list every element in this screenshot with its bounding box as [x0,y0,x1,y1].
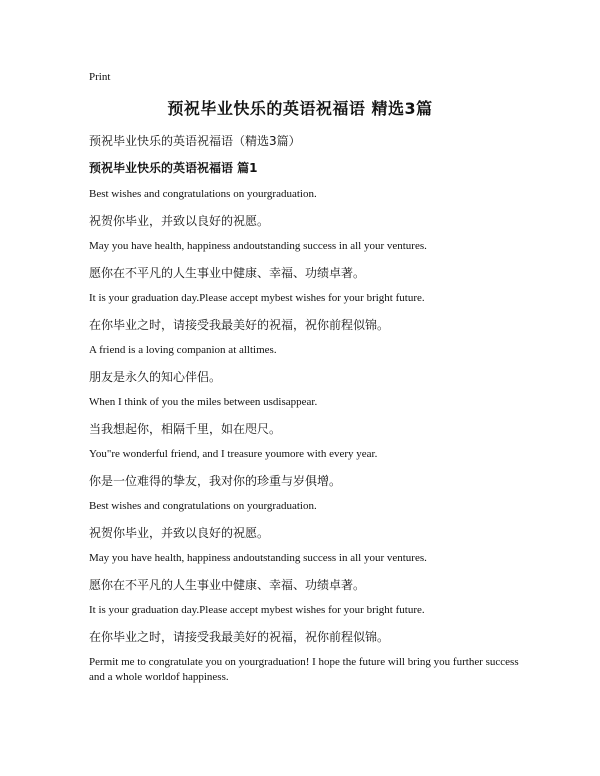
chinese-line: 你是一位难得的挚友，我对你的珍重与岁俱增。 [89,474,342,488]
english-line: May you have health, happiness andoutstanding success in all your ventures. [89,240,427,252]
print-label[interactable]: Print [89,71,111,83]
english-line: You"re wonderful friend, and I treasure youmore with every year. [89,448,378,460]
english-line: Best wishes and congratulations on yourgraduation. [89,500,317,512]
chinese-line: 在你毕业之时，请接受我最美好的祝福，祝你前程似锦。 [89,318,390,332]
closing-paragraph: Permit me to congratulate you on yourgraduation! I hope the future will bring you further success and a whole worldof happiness. [89,656,519,683]
chinese-line: 祝贺你毕业，并致以良好的祝愿。 [89,526,270,540]
english-line: A friend is a loving companion at alltimes. [89,344,277,356]
english-line: It is your graduation day.Please accept mybest wishes for your bright future. [89,604,425,616]
english-line: May you have health, happiness andoutstanding success in all your ventures. [89,552,427,564]
english-line: When I think of you the miles between usdisappear. [89,396,318,408]
section-heading: 预祝毕业快乐的英语祝福语 篇1 [89,161,258,175]
english-line: Best wishes and congratulations on yourgraduation. [89,188,317,200]
chinese-line: 祝贺你毕业，并致以良好的祝愿。 [89,214,270,228]
document-subtitle: 预祝毕业快乐的英语祝福语（精选3篇） [89,134,301,148]
page-title: 预祝毕业快乐的英语祝福语 精选3篇 [167,99,433,118]
chinese-line: 在你毕业之时，请接受我最美好的祝福，祝你前程似锦。 [89,630,390,644]
english-line: It is your graduation day.Please accept mybest wishes for your bright future. [89,292,425,304]
chinese-line: 当我想起你，相隔千里，如在咫尺。 [89,422,282,436]
chinese-line: 朋友是永久的知心伴侣。 [89,370,222,384]
content-body [89,187,519,685]
chinese-line: 愿你在不平凡的人生事业中健康、幸福、功绩卓著。 [89,266,366,280]
chinese-line: 愿你在不平凡的人生事业中健康、幸福、功绩卓著。 [89,578,366,592]
